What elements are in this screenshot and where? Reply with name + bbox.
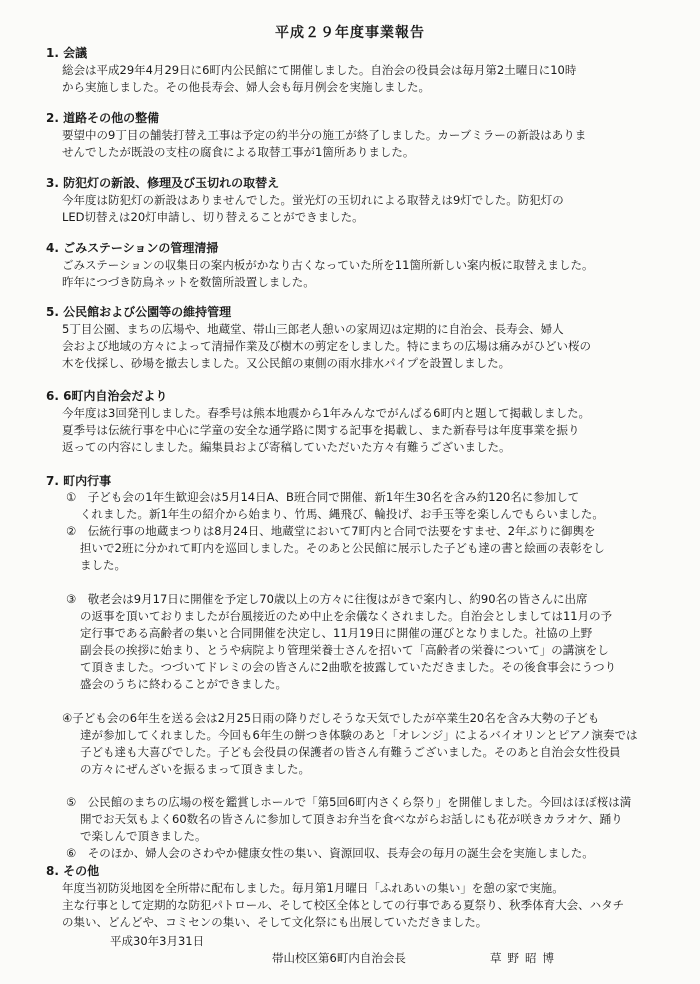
- event-text-line: 副会長の挨拶に始まり、とうや病院より管理栄養士さんを招いて「高齢者の栄養について」の講演をし: [80, 643, 609, 657]
- section-heading: 3. 防犯灯の新設、修理及び玉切れの取替え: [46, 176, 280, 190]
- section-text-line: 年度当初防災地図を全所帯に配布しました。毎月第1月曜日「ふれあいの集い」を憩の家で実施。: [62, 881, 564, 895]
- section-text-line: 夏季号は伝統行事を中心に学童の安全な通学路に関する記事を掲載し、また新春号は年度事業を振り: [62, 423, 580, 437]
- section-text-line: 要望中の9丁目の舗装打替え工事は予定の約半分の施工が終了しました。カーブミラーの新設はありま: [62, 128, 587, 142]
- event-text-line: の返事を頂いておりましたが台風接近のため中止を余儀なくされました。自治会としましては11月の予: [80, 609, 613, 623]
- section-text-line: 木を伐採し、砂場を撤去しました。又公民館の東側の雨水排水パイプを設置しました。: [62, 356, 511, 370]
- section-text-line: せんでしたが既設の支柱の腐食による取替工事が1箇所ありました。: [62, 145, 415, 159]
- signer-organization: 帯山校区第6町内自治会長: [272, 951, 406, 965]
- section-text-line: から実施しました。その他長寿会、婦人会も毎月例会を実施しました。: [62, 80, 430, 94]
- report-date: 平成30年3月31日: [110, 934, 205, 948]
- section-heading: 4. ごみステーションの管理清掃: [46, 241, 219, 255]
- event-text-line: 開でお天気もよく60数名の皆さんに参加して頂きお弁当を食べながらお話しにも花が咲きカラオケ、踊り: [80, 812, 623, 826]
- event-text-line: ⑥ そのほか、婦人会のさわやか健康女性の集い、資源回収、長寿会の毎月の誕生会を実施しました。: [66, 846, 594, 860]
- event-text-line: ④子ども会の6年生を送る会は2月25日雨の降りだしそうな天気でしたが卒業生20名を含み大勢の子ども: [62, 711, 600, 725]
- event-text-line: くれました。新1年生の紹介から始まり、竹馬、縄飛び、輪投げ、お手玉等を楽しんでもらいました。: [80, 507, 604, 521]
- event-text-line: ました。: [80, 558, 126, 572]
- section-text-line: LED切替えは20灯申請し、切り替えることができました。: [62, 210, 364, 224]
- event-text-line: 定行事である高齢者の集いと合同開催を決定し、11月19日に開催の運びとなりました。社協の上野: [80, 626, 593, 640]
- event-text-line: て頂きました。つづいてドレミの会の皆さんに2曲歌を披露していただきました。その後食事会にうつり: [80, 660, 617, 674]
- report-title: 平成２９年度事業報告: [275, 25, 425, 41]
- event-text-line: で楽しんで頂きました。: [80, 829, 207, 843]
- section-heading: 2. 道路その他の整備: [46, 111, 160, 125]
- event-text-line: 担いで2班に分かれて町内を巡回しました。そのあと公民館に展示した子ども達の書と絵画の表彰をし: [80, 541, 605, 555]
- event-text-line: 盛会のうちに終わることができました。: [80, 677, 287, 691]
- section-heading: 1. 会議: [46, 46, 88, 60]
- event-text-line: 達が参加してくれました。今回も6年生の餅つき体験のあと「オレンジ」によるバイオリンとピアノ演奏では: [80, 728, 638, 742]
- section-text-line: ごみステーションの収集日の案内板がかなり古くなっていた所を11箇所新しい案内板に取替えました。: [62, 258, 594, 272]
- section-text-line: の集い、どんどや、コミセンの集い、そして文化祭にも出展していただきました。: [62, 915, 488, 929]
- event-text-line: ② 伝統行事の地蔵まつりは8月24日、地蔵堂において7町内と合同で法要をすませ、2年ぶりに御輿を: [66, 524, 596, 538]
- section-text-line: 昨年につづき防鳥ネットを数箇所設置しました。: [62, 275, 315, 289]
- section-text-line: 主な行事として定期的な防犯パトロール、そして校区全体としての行事である夏祭り、秋季体育大会、ハタチ: [62, 898, 625, 912]
- section-text-line: 会および地域の方々によって清掃作業及び樹木の剪定をしました。特にまちの広場は痛みがひどい桜の: [62, 339, 591, 353]
- event-text-line: ① 子ども会の1年生歓迎会は5月14日A、B班合同で開催、新1年生30名を含み約120名に参加して: [66, 490, 580, 504]
- section-text-line: 総会は平成29年4月29日に6町内公民館にて開催しました。自治会の役員会は毎月第2土曜日に10時: [62, 63, 577, 77]
- section-text-line: 5丁目公園、まちの広場や、地蔵堂、帯山三郎老人憩いの家周辺は定期的に自治会、長寿会、婦人: [62, 322, 564, 336]
- section-heading: 8. その他: [46, 864, 100, 878]
- section-text-line: 返っての内容にしました。編集員および寄稿していただいた方々有難うございました。: [62, 440, 511, 454]
- event-text-line: ③ 敬老会は9月17日に開催を予定し70歳以上の方々に往復はがきで案内し、約90名の皆さんに出席: [66, 592, 588, 606]
- event-text-line: の方々にぜんざいを振るまって頂きました。: [80, 762, 310, 776]
- section-text-line: 今年度は3回発刊しました。春季号は熊本地震から1年みんなでがんばる6町内と題して掲載しました。: [62, 406, 590, 420]
- section-heading: 7. 町内行事: [46, 474, 112, 488]
- section-heading: 5. 公民館および公園等の維持管理: [46, 305, 232, 319]
- section-text-line: 今年度は防犯灯の新設はありませんでした。蛍光灯の玉切れによる取替えは9灯でした。防犯灯の: [62, 193, 564, 207]
- event-text-line: ⑤ 公民館のまちの広場の桜を鑑賞しホールで「第5回6町内さくら祭り」を開催しました。今回はほぼ桜は満: [66, 795, 632, 809]
- signer-name: 草野昭博: [490, 951, 560, 965]
- event-text-line: 子ども達も大喜びでした。子ども会役員の保護者の皆さん有難うございました。そのあと自治会女性役員: [80, 745, 621, 759]
- section-heading: 6. 6町内自治会だより: [46, 389, 168, 403]
